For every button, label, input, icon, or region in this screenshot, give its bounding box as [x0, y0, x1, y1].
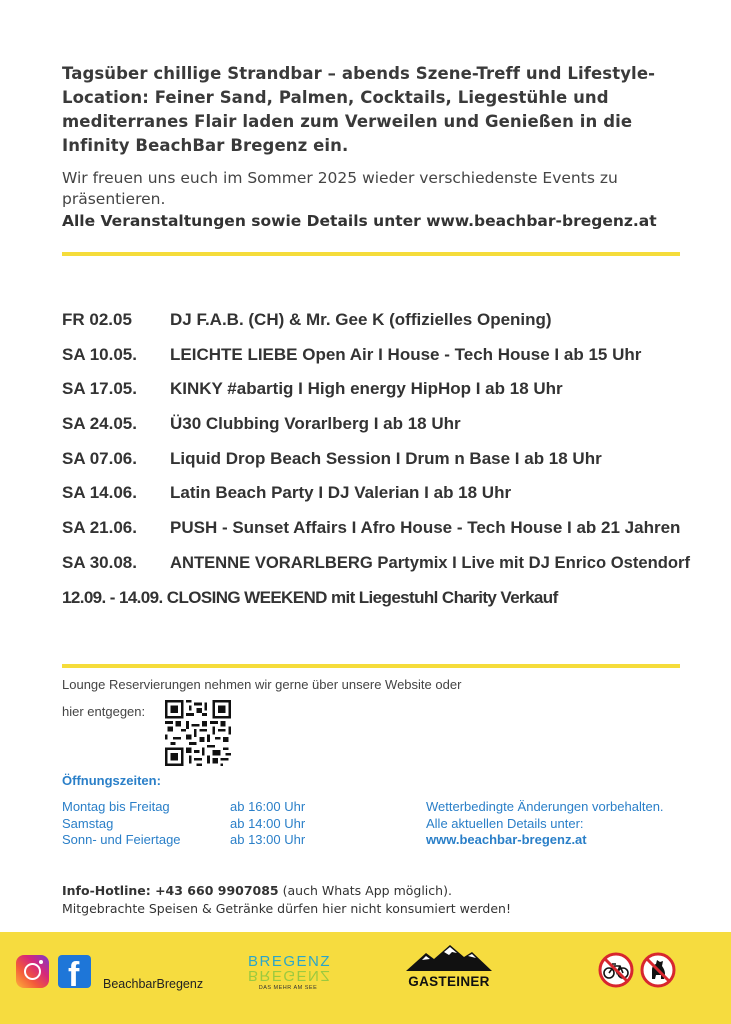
hours-row	[62, 832, 362, 849]
event-item	[62, 379, 731, 414]
hours-day: Sonn- und Feiertage	[62, 832, 181, 847]
event-title: PUSH - Sunset Affairs I Afro House - Tech House I ab 21 Jahren	[170, 518, 681, 538]
event-date: FR 02.05	[62, 310, 132, 329]
event-list	[62, 310, 731, 622]
reservation-text-2: hier entgegen:	[62, 704, 146, 719]
notice-details: Alle aktuellen Details unter:	[426, 815, 584, 831]
info-hotline-note: (auch Whats App möglich).	[278, 883, 452, 898]
bregenz-logo-word: BREGENZ	[248, 953, 332, 970]
hours-row	[62, 799, 362, 816]
event-item	[62, 310, 731, 345]
event-title: LEICHTE LIEBE Open Air I House - Tech House I ab 15 Uhr	[170, 344, 642, 364]
event-title: KINKY #abartig I High energy HipHop I ab 18 Uhr	[170, 379, 563, 399]
divider-bottom	[62, 664, 680, 668]
event-date: SA 14.06.	[62, 483, 137, 503]
facebook-icon[interactable]	[58, 955, 91, 988]
mountain-icon	[404, 944, 494, 972]
opening-hours-title: Öffnungszeiten:	[62, 773, 161, 788]
event-title: Liquid Drop Beach Session I Drum n Base I ab 18 Uhr	[170, 448, 602, 468]
divider-top	[62, 252, 680, 256]
hours-day: Montag bis Freitag	[62, 799, 170, 814]
info-block	[62, 882, 511, 918]
no-bikes-icon	[598, 952, 634, 988]
reservation-text: Lounge Reservierungen nehmen wir gerne über unsere Website oder	[62, 677, 462, 692]
hours-time: ab 16:00 Uhr	[230, 799, 306, 814]
info-hotline-line	[62, 882, 511, 900]
event-date: SA 10.05.	[62, 344, 137, 364]
event-date: SA 24.05.	[62, 414, 137, 434]
hours-day: Samstag	[62, 815, 114, 831]
closing-event	[62, 588, 731, 623]
instagram-ring	[24, 963, 41, 980]
event-item	[62, 483, 731, 518]
info-food-note: Mitgebrachte Speisen & Getränke dürfen hier nicht konsumiert werden!	[62, 901, 511, 916]
info-hotline: Info-Hotline: +43 660 9907085	[62, 883, 279, 898]
bregenz-tagline: DAS MEHR AM SEE	[258, 985, 318, 991]
no-dogs-icon	[640, 952, 676, 988]
event-title: DJ F.A.B. (CH) & Mr. Gee K (offizielles Opening)	[170, 310, 552, 329]
event-title: ANTENNE VORARLBERG Partymix I Live mit DJ Enrico Ostendorf	[170, 552, 691, 572]
event-item	[62, 345, 731, 380]
gasteiner-logo	[400, 944, 498, 989]
instagram-icon[interactable]	[16, 955, 49, 988]
notice-weather: Wetterbedingte Änderungen vorbehalten.	[426, 799, 664, 814]
facebook-f-glyph: f	[68, 956, 80, 988]
footer-bar	[0, 932, 731, 1024]
event-item	[62, 553, 731, 588]
notice-block	[426, 799, 664, 849]
gasteiner-logo-word: GASTEINER	[408, 974, 490, 989]
qr-code-icon[interactable]	[165, 700, 231, 766]
event-item	[62, 449, 731, 484]
bregenz-logo	[248, 953, 332, 991]
event-date: SA 17.05.	[62, 379, 137, 399]
website-link[interactable]: www.beachbar-bregenz.at	[426, 832, 587, 847]
opening-hours-table	[62, 799, 362, 849]
closing-event-text	[62, 588, 558, 608]
instagram-dot	[39, 960, 43, 964]
event-date: SA 21.06.	[62, 518, 137, 538]
event-item	[62, 518, 731, 553]
intro-text: Wir freuen uns euch im Sommer 2025 wieder verschiedenste Events zu präsentieren.	[62, 169, 618, 208]
hours-time: ab 14:00 Uhr	[230, 815, 306, 831]
hours-row	[62, 816, 362, 833]
intro-details-line: Alle Veranstaltungen sowie Details unter www.beachbar-bregenz.at	[62, 212, 657, 230]
closing-event-title: CLOSING WEEKEND mit Liegestuhl Charity Verkauf	[166, 587, 558, 607]
event-title: Ü30 Clubbing Vorarlberg I ab 18 Uhr	[170, 414, 461, 434]
event-item	[62, 414, 731, 449]
intro-headline: Tagsüber chillige Strandbar – abends Szene-Treff und Lifestyle-Location: Feiner Sand, Palmen, Cocktails, Liegestühle und mediterranes Flair laden zum Verweilen und Genießen in die Infinity BeachBar Bregenz ein.	[62, 64, 656, 155]
closing-event-date: 12.09. - 14.09.	[62, 587, 163, 607]
social-handle: BeachbarBregenz	[103, 977, 204, 991]
bregenz-logo-reflection: BREGENZ	[248, 967, 332, 984]
hours-time: ab 13:00 Uhr	[230, 832, 306, 847]
intro-section	[62, 62, 702, 232]
event-date: SA 30.08.	[62, 552, 137, 572]
event-title: Latin Beach Party I DJ Valerian I ab 18 Uhr	[170, 483, 512, 503]
event-date: SA 07.06.	[62, 448, 137, 468]
